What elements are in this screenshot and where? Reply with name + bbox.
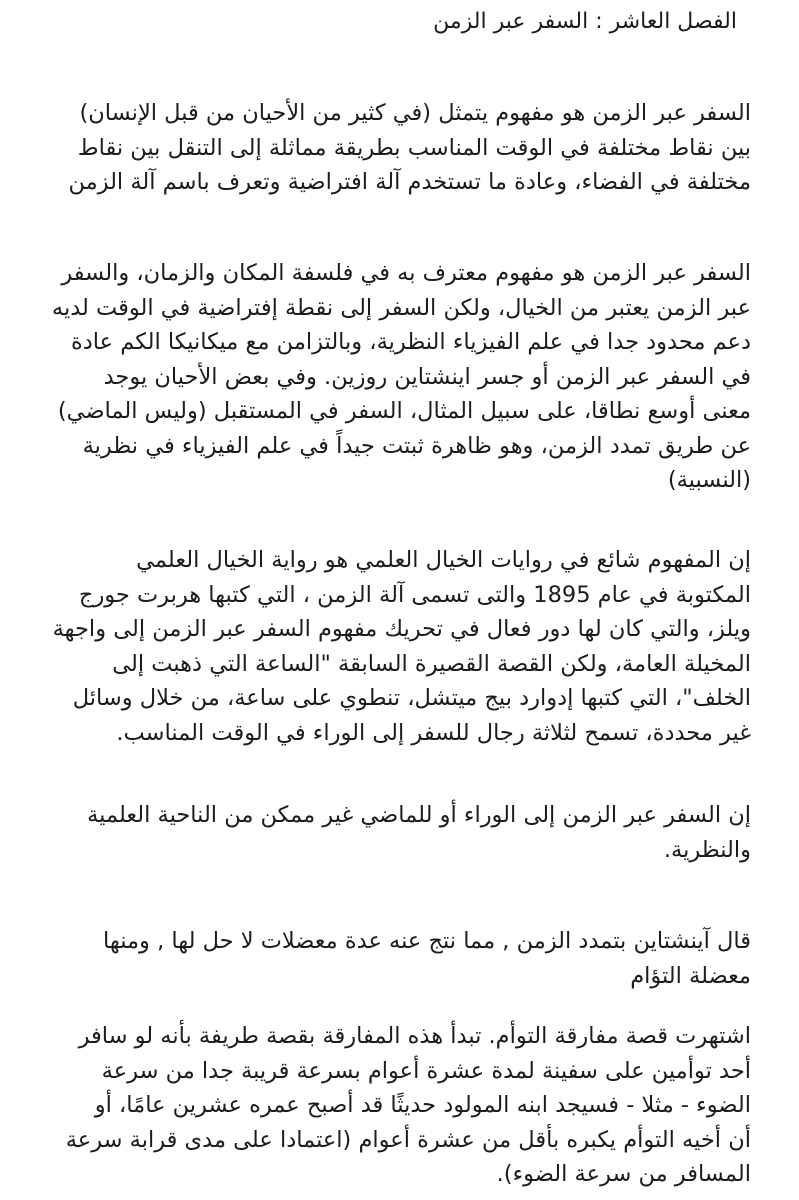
paragraph-line: عن طريق تمدد الزمن، وهو ظاهرة ثبتت جيداً في علم الفيزياء في نظرية [82, 432, 751, 459]
chapter-title: الفصل العاشر : السفر عبر الزمن [433, 9, 737, 34]
paragraph-line: معنى أوسع نطاقا، على سبيل المثال، السفر في المستقبل (وليس الماضي) [57, 398, 751, 424]
paragraph-line: غير محددة، تسمح لثلاثة رجال للسفر إلى الوراء في الوقت المناسب. [116, 719, 751, 746]
paragraph-line: إن المفهوم شائع في روايات الخيال العلمي هو رواية الخيال العلمي [136, 547, 751, 573]
paragraph-line: الضوء - مثلا - فسيجد ابنه المولود حديثًا قد أصبح عمره عشرين عامًا، أو [94, 1092, 751, 1118]
paragraph-line: المسافر من سرعة الضوء). [496, 1161, 751, 1187]
paragraph-line: مختلفة في الفضاء، وعادة ما تستخدم آلة افتراضية وتعرف باسم آلة الزمن [68, 169, 751, 195]
paragraph-line: المكتوبة في عام 1895 والتى تسمى آلة الزمن ، التي كتبها هربرت جورج [78, 581, 751, 608]
paragraph-line: أن أخيه التوأم يكبره بأقل من عشرة أعوام (اعتمادا على مدى قرابة سرعة [65, 1126, 751, 1153]
paragraph-philosophy [48, 256, 751, 498]
paragraph-line: في السفر عبر الزمن أو جسر اينشتاين روزين. وفي بعض الأحيان يوجد [103, 363, 751, 390]
paragraph-line: إن السفر عبر الزمن إلى الوراء أو للماضي غير ممكن من الناحية العلمية [87, 802, 751, 828]
paragraph-line: ويلز، والتي كان لها دور فعال في تحريك مفهوم السفر عبر الزمن إلى واجهة [52, 616, 751, 642]
paragraph-line: أحد توأمين على سفينة لمدة عشرة أعوام بسرعة قريبة جدا من سرعة [101, 1057, 751, 1084]
paragraph-line: دعم محدود جدا في علم الفيزياء النظرية، وبالتزامن مع ميكانيكا الكم عادة [71, 329, 751, 355]
paragraph-line: قال آينشتاين بتمدد الزمن , مما نتج عنه عدة معضلات لا حل لها , ومنها [102, 928, 751, 954]
paragraph-definition [48, 96, 751, 200]
paragraph-line: والنظرية. [663, 836, 751, 863]
paragraph-line: المخيلة العامة، ولكن القصة القصيرة السابقة "الساعة التي ذهبت إلى [112, 650, 751, 677]
paragraph-fiction [48, 543, 751, 750]
paragraph-impossibility [48, 798, 751, 867]
paragraph-line: (النسبية) [667, 467, 751, 493]
paragraph-line: عبر الزمن يعتبر من الخيال، ولكن السفر إلى نقطة إفتراضية في الوقت لديه [51, 294, 751, 321]
paragraph-twin-paradox [48, 1019, 751, 1192]
paragraph-line: الخلف"، التي كتبها إدوارد بيج ميتشل، تنطوي على ساعة، من خلال وسائل [72, 685, 751, 711]
paragraph-line: اشتهرت قصة مفارقة التوأم. تبدأ هذه المفارقة بقصة طريفة بأنه لو سافر [78, 1023, 751, 1049]
paragraph-einstein [48, 924, 751, 993]
paragraph-line: بين نقاط مختلفة في الوقت المناسب بطريقة مماثلة إلى التنقل بين نقاط [77, 134, 751, 161]
paragraph-line: السفر عبر الزمن هو مفهوم معترف به في فلسفة المكان والزمان، والسفر [61, 260, 751, 286]
paragraph-line: السفر عبر الزمن هو مفهوم يتمثل (في كثير من الأحيان من قبل الإنسان) [79, 100, 751, 126]
paragraph-line: معضلة التؤام [630, 962, 751, 989]
